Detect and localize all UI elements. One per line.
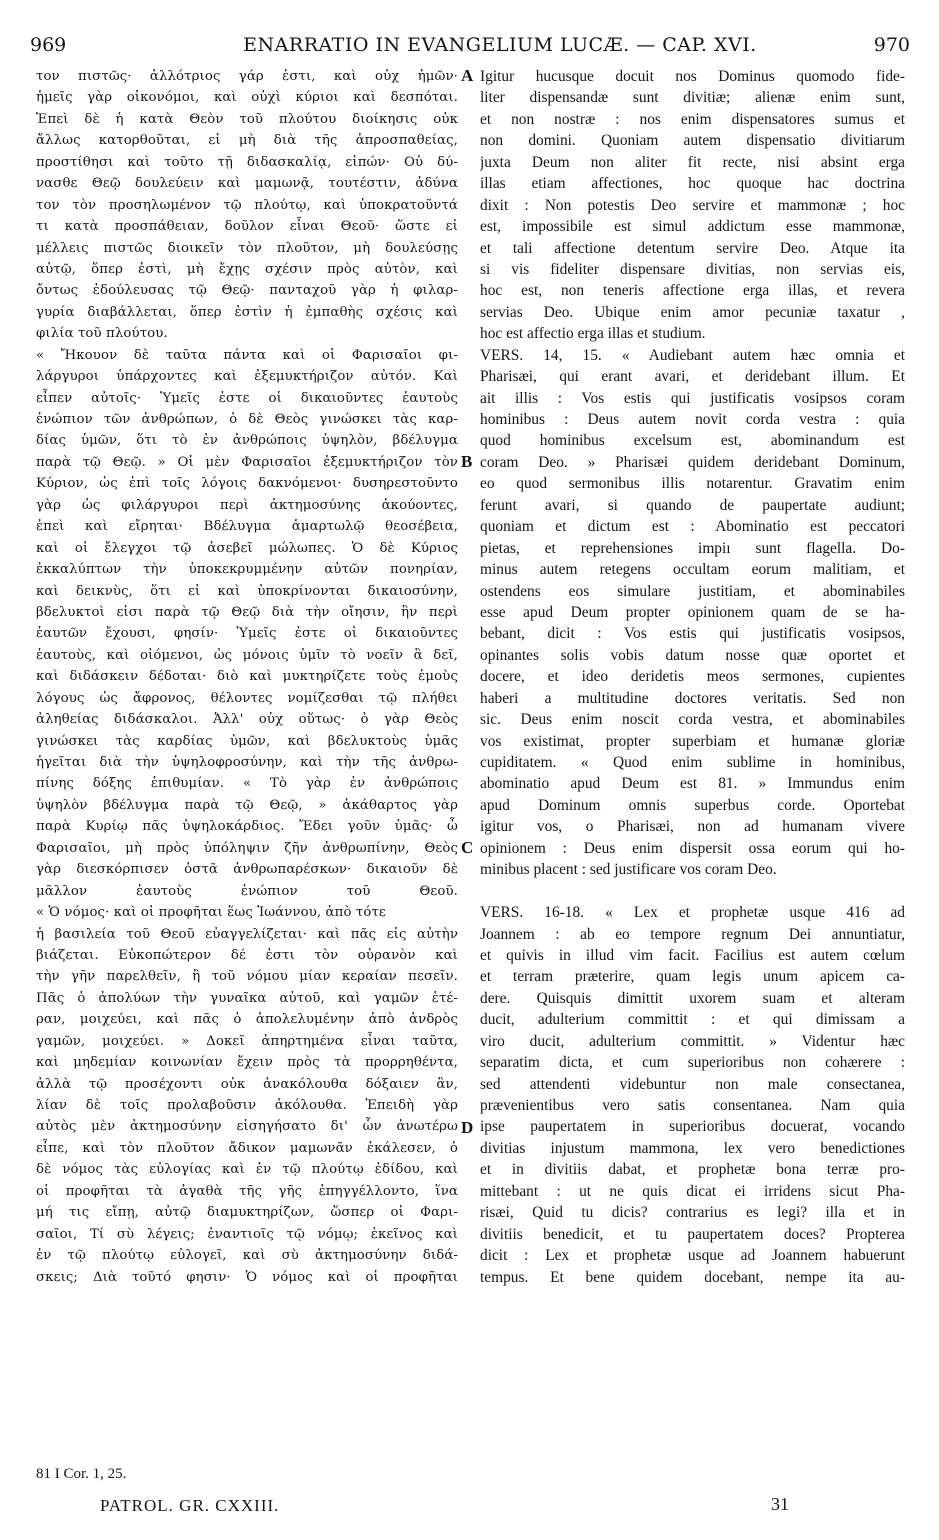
text-line: καὶ οἱ ἔλεγχοι τῷ ἀσεβεῖ μώλωπες. Ὁ δὲ Κύριος xyxy=(36,540,458,556)
latin-text-column xyxy=(480,66,905,1288)
footnote: 81 I Cor. 1, 25. xyxy=(36,1466,127,1482)
left-page-number: 969 xyxy=(30,34,67,56)
text-line: sic. Deus enim noscit corda vestra, et abominabiles xyxy=(480,711,905,729)
text-line: γαμῶν, μοιχεύει. » Δοκεῖ ἀπηρτημένα εἶναι ταῦτα, xyxy=(36,1033,458,1049)
text-line: risæi, Quid tu dicis? contrarius es legi? illa et in xyxy=(480,1204,905,1222)
text-line: νασθε Θεῷ δουλεύειν καὶ μαμωνᾷ, τουτέστιν, ἀδύνα xyxy=(36,176,458,192)
text-line: et in divitiis dabat, et prophetæ bona terræ pro- xyxy=(480,1161,905,1179)
text-line: separatim dicta, et cum superioribus non cohærere : xyxy=(480,1054,905,1072)
text-line: βιάζεται. Εὐκοπώτερον δέ ἐστι τὸν οὐρανὸν καὶ xyxy=(36,947,458,963)
text-line: τι κατὰ προσπάθειαν, δοῦλον εἶναι Θεοῦ· ὥστε εἰ xyxy=(36,219,458,235)
text-line: coram Deo. » Pharisæi quidem deridebant Dominum, xyxy=(480,453,905,471)
text-line: esse apud Deum propter opinionem quam de se ha- xyxy=(480,603,905,621)
text-line: ἐκκαλύπτων τὴν ὑποκεκρυμμένην αὐτῶν πονηρίαν, xyxy=(36,562,458,578)
text-line: quoniam et dictum est : Abominatio est peccatori xyxy=(480,518,905,536)
text-line: Φαρισαῖοι, μὴ πρὸς ὑπόληψιν ζῆν ἀνθρωπίνην, Θεὸς xyxy=(36,840,458,856)
text-line: ἡμεῖς γὰρ οἰκονόμοι, καὶ οὐχὶ κύριοι καὶ δεσπόται. xyxy=(36,90,458,106)
text-line: divitias injustum mammona, lex vero benedictiones xyxy=(480,1139,905,1157)
text-line: ἀληθείας διδάσκαλοι. Ἀλλ' οὐχ οὕτως· ὁ γὰρ Θεὸς xyxy=(36,712,458,728)
text-line: opinionem : Deus enim dispersit ossa eorum qui ho- xyxy=(480,839,905,857)
text-line: cupiditatem. « Quod enim sublime in hominibus, xyxy=(480,754,905,771)
text-line: minibus placent : sed justificare vos coram Deo. xyxy=(480,861,777,879)
text-line: σαῖοι, Τί σὺ λέγεις; ἐναντιοῖς τῷ νόμῳ; ἐκεῖνος καὶ xyxy=(36,1226,458,1242)
text-line: viro ducit, adulterium committit. » Videntur hæc xyxy=(480,1032,905,1050)
text-line: τὴν γῆν παρελθεῖν, ἢ τοῦ νόμου μίαν κεραίαν πεσεῖν. xyxy=(36,969,458,985)
text-line: haberi a multitudine doctores veritatis. Sed non xyxy=(480,689,905,707)
text-line: illas etiam affectiones, hoc quoque hac doctrina xyxy=(480,175,905,193)
text-line: οἱ προφῆται τὰ ἀγαθὰ τῆς γῆς ἐπηγγέλλοντο, ἵνα xyxy=(36,1183,458,1199)
text-line xyxy=(480,881,905,902)
text-line: μᾶλλον ἑαυτοὺς ἐνώπιον τοῦ Θεοῦ. xyxy=(36,883,458,899)
text-line: δὲ νόμος τὰς εὐλογίας καὶ ἐν τῷ πλούτῳ ἐδίδου, καὶ xyxy=(36,1162,458,1178)
series-signature: PATROL. GR. CXXIII. xyxy=(100,1496,280,1515)
text-line: τον πιστῶς· ἀλλότριος γάρ ἐστι, καὶ οὐχ ἡμῶν· xyxy=(36,69,458,84)
margin-letter-a: A xyxy=(461,66,474,85)
text-line: VERS. 16-18. « Lex et prophetæ usque 416 ad xyxy=(480,904,905,922)
text-line: Pharisæi, qui erant avari, et deridebant illum. Et xyxy=(480,368,905,386)
text-line: ὑψηλὸν βδέλυγμα παρὰ τῷ Θεῷ, » ἀκάθαρτος γὰρ xyxy=(36,797,458,813)
text-line: divitiis benedicit, et tu paupertatem doces? Propterea xyxy=(480,1225,905,1243)
text-line: Joannem : ab eo tempore regnum Dei annuntiatur, xyxy=(480,925,905,943)
text-line: hominibus : Deus autem novit corda vestra : quia xyxy=(480,411,905,428)
text-line: ducit, adulterium committit : et qui dimissam a xyxy=(480,1011,905,1029)
text-line: opinantes solis vobis datum nosse quæ oportet et xyxy=(480,646,905,664)
text-line: λίαν δὲ τοῖς προλαβοῦσιν ἀκόλουθα. Ἐπειδὴ γὰρ xyxy=(36,1098,458,1113)
text-line: sed attendenti videbuntur non male consectanea, xyxy=(480,1075,905,1093)
text-line: γὰρ διεσκόρπισεν ὀστᾶ ἀνθρωπαρέσκων· δικαιοῦν δὲ xyxy=(36,862,458,878)
text-line: βδελυκτοὶ εἰσι παρὰ τῷ Θεῷ διὰ τὴν οἴησιν, ἣν περὶ xyxy=(36,604,458,620)
text-line: γυρία διαβάλλεται, ὅπερ ἐστὶν ἡ ἐμπαθὴς σχέσις καὶ xyxy=(36,304,458,320)
text-line: dixit : Non potestis Deo servire et mammonæ ; hoc xyxy=(480,196,905,214)
text-line: et non nostræ : nos enim dispensatores sumus et xyxy=(480,110,905,128)
text-line: λόγους ὡς ἄφρονος, θέλοντες νομίζεσθαι τῷ πλήθει xyxy=(36,690,458,706)
text-line: minus autem retegens occultam eorum malitiam, et xyxy=(480,561,905,579)
text-line: παρὰ Κυρίῳ πᾶς ὑψηλοκάρδιος. Ἔδει γοῦν ὑμᾶς· ὦ xyxy=(36,819,458,835)
right-page-number: 970 xyxy=(873,34,910,56)
text-line: et quivis in illud vim facit. Facilius est autem cœlum xyxy=(480,946,905,964)
text-line: juxta Deum non aliter fit recte, nisi absint erga xyxy=(480,153,905,171)
text-line: μέλλεις πιστῶς διοικεῖν τὸν πλοῦτον, μὴ δουλεύσῃς xyxy=(36,240,458,256)
text-line: ραν, μοιχεύει, καὶ πᾶς ὁ ἀπολελυμένην ἀπὸ ἀνδρὸς xyxy=(36,1012,458,1028)
text-line: ἄλλως κατορθοῦται, εἰ μὴ διὰ τῆς ἀπροσπαθείας, xyxy=(36,133,458,149)
text-line: γὰρ ὡς φιλάργυροι περὶ ἀκτημοσύνης ἀκούοντες, xyxy=(36,497,458,513)
text-line: ἐν τῷ πλούτῳ εὐλογεῖ, καὶ σὺ ἀκτημοσύνην διδά- xyxy=(36,1248,458,1264)
text-line: mittebant : ut ne quis dicat ei irridens sicut Pha- xyxy=(480,1182,905,1200)
text-line: καὶ διδάσκειν δέδοται· διὸ καὶ μυκτηρίζετε τοὺς ἐμοὺς xyxy=(36,669,458,685)
text-line: abominatio apud Deum est 81. » Immundus enim xyxy=(480,775,905,793)
margin-letter-b: B xyxy=(461,452,473,471)
text-line: λάργυροι ὑπάρχοντες καὶ ἐξεμυκτήριζον αὐτόν. Καὶ xyxy=(36,369,458,385)
text-line: Πᾶς ὁ ἀπολύων τὴν γυναῖκα αὐτοῦ, καὶ γαμῶν ἑτέ- xyxy=(36,990,458,1006)
margin-letter-c: C xyxy=(461,838,474,857)
text-line: αὐτὸς μὲν ἀκτημοσύνην εἰσηγήσατο δι' ὧν ἀνωτέρω xyxy=(36,1119,458,1135)
running-title: ENARRATIO IN EVANGELIUM LUCÆ. — CAP. XVI. xyxy=(243,34,757,56)
text-line: ait illis : Vos estis qui justificatis vosipsos coram xyxy=(480,389,905,407)
text-line: ἐπεὶ καὶ εἴρηται· Βδέλυγμα ἁμαρτωλῷ θεοσέβεια, xyxy=(36,519,458,535)
text-line: liter dispensandæ sunt divitiæ; alienæ enim sunt, xyxy=(480,89,905,107)
text-line: tempus. Et bene quidem docebant, nempe ita au- xyxy=(480,1268,905,1286)
text-line: γινώσκει τὰς καρδίας ὑμῶν, καὶ βδελυκτοὺς ὑμᾶς xyxy=(36,733,458,749)
text-line: ἑαυτοὺς, καὶ οἰόμενοι, ὡς μόνοις ὑμῖν τὸ νοεῖν ἃ δεῖ, xyxy=(36,647,458,663)
greek-text-column xyxy=(36,66,458,1288)
text-line: ἡ βασιλεία τοῦ Θεοῦ εὐαγγελίζεται· καὶ πᾶς εἰς αὐτὴν xyxy=(36,926,458,942)
text-line: ἑαυτῶν ἔχουσι, φησίν· Ὑμεῖς ἐστε οἱ δικαιοῦντες xyxy=(36,626,458,642)
text-line: πίνης δόξης ἐπιθυμίαν. « Τὸ γὰρ ἐν ἀνθρώποις xyxy=(36,776,458,792)
text-line: φιλία τοῦ πλούτου. xyxy=(36,326,168,342)
text-line: apud Dominum omnis superbus corde. Oportebat xyxy=(480,796,905,814)
text-line: τον τὸν προσηλωμένον τῷ πλούτῳ, καὶ ὑποκρατοῦντά xyxy=(36,197,458,213)
gathering-number: 31 xyxy=(771,1494,789,1514)
text-line: docere, et ideo deridetis meos sermones, cupientes xyxy=(480,668,905,686)
text-line: ὄντως ἐδούλευσας τῷ Θεῷ· πανταχοῦ γὰρ ἡ φιλαρ- xyxy=(36,283,458,299)
text-line: ipse paupertatem in superioribus docuerat, vocando xyxy=(480,1118,905,1136)
text-line: ἡγεῖται διὰ τὴν ὑψηλοφροσύνην, καὶ τὴν τῆς ἀνθρω- xyxy=(36,755,458,770)
text-line: ostendens eos simulare justitiam, et abominabiles xyxy=(480,582,905,600)
text-line: Κύριον, ὡς ἐπὶ τοῖς λόγοις δακνόμενοι· δυσηρεστοῦντο xyxy=(36,476,458,492)
text-line: ἀλλὰ τῷ προσέχοντι οὐκ ἀνακόλουθα δόξαιεν ἂν, xyxy=(36,1076,458,1092)
text-line: μή τις εἴπῃ, αὐτῷ διαμυκτηρίζων, ὥσπερ οἱ Φαρι- xyxy=(36,1205,458,1221)
text-line: servias Deo. Ubique enim amor pecuniæ taxatur , xyxy=(480,303,905,321)
text-line: σκεις; Διὰ τοῦτό φησιν· Ὁ νόμος καὶ οἱ προφῆται xyxy=(36,1269,458,1285)
text-line: VERS. 14, 15. « Audiebant autem hæc omnia et xyxy=(480,346,905,364)
text-line: et terram præterire, quam legis unum apicem ca- xyxy=(480,968,905,986)
text-line: ἐνώπιον τῶν ἀνθρώπων, ὁ δὲ Θεὸς γινώσκει τὰς καρ- xyxy=(36,412,458,427)
text-line: « Ὁ νόμος· καὶ οἱ προφῆται ἕως Ἰωάννου, ἀπὸ τότε xyxy=(36,905,386,921)
text-line: ferunt avari, si quando de paupertate audiunt; xyxy=(480,496,905,514)
text-line: προστίθησι καὶ τοῦτο τῇ διδασκαλίᾳ, εἰπών· Οὐ δύ- xyxy=(36,154,458,170)
running-header xyxy=(30,34,910,64)
text-line: παρὰ τῷ Θεῷ. » Οἱ μὲν Φαρισαῖοι ἐξεμυκτήριζον τὸν xyxy=(36,454,458,470)
text-line: καὶ μηδεμίαν κοινωνίαν ἔχειν πρὸς τὰ προρρηθέντα, xyxy=(36,1055,458,1071)
text-line: « Ἤκουον δὲ ταῦτα πάντα καὶ οἱ Φαρισαῖοι φι- xyxy=(36,347,458,363)
text-line: eo quod sermonibus illis notarentur. Gravatim enim xyxy=(480,475,905,493)
text-line: quod hominibus excelsum est, abominandum est xyxy=(480,432,905,450)
text-line: καὶ δεικνὺς, ὅτι εἰ καὶ ὑποκρίνονται δικαιοσύνην, xyxy=(36,583,458,599)
text-line: hoc est, non teneris affectione erga illas, et revera xyxy=(480,282,905,300)
text-line: dere. Quisquis dimittit uxorem suam et alteram xyxy=(480,989,905,1007)
text-line: pietas, et reprehensiones impiı sunt flagella. Do- xyxy=(480,539,905,557)
text-line: hoc est affectio erga illas et studium. xyxy=(480,325,706,343)
text-line: si vis fideliter dispensare divitias, non servias eis, xyxy=(480,260,905,278)
text-line: εἶπε, καὶ τὸν πλοῦτον ἄδικον μαμωνᾶν ἐκάλεσεν, ὁ xyxy=(36,1140,458,1156)
text-line: bebant, dicit : Vos estis qui justificatis vosipsos, xyxy=(480,625,905,643)
text-line: prævenientibus vero satis consentanea. Nam quia xyxy=(480,1097,905,1114)
text-line: εἶπεν αὐτοῖς· Ὑμεῖς ἐστε οἱ δικαιοῦντες ἑαυτοὺς xyxy=(36,390,458,406)
text-line: Ἐπεὶ δὲ ἡ κατὰ Θεὸν τοῦ πλούτου διοίκησις οὐκ xyxy=(36,111,458,127)
text-line: Igitur hucusque docuit nos Dominus quomodo fide- xyxy=(480,68,905,85)
text-line: est, impossibile est simul addictum esse mammonæ, xyxy=(480,218,905,236)
text-line: vos existimat, propter superbiam et humanæ gloriæ xyxy=(480,732,905,750)
text-line: non domini. Quoniam autem dispensatio divitiarum xyxy=(480,132,905,150)
text-line: δίας ὑμῶν, ὅτι τὸ ἐν ἀνθρώποις ὑψηλὸν, βδέλυγμα xyxy=(36,433,458,449)
text-line: dicit : Lex et prophetæ usque ad Joannem habuerunt xyxy=(480,1247,905,1265)
text-line: igitur vos, o Pharisæi, non ad humanam vivere xyxy=(480,818,905,836)
text-line: et tali affectione detentum servire Deo. Atque ita xyxy=(480,239,905,257)
text-line: αὐτῷ, ὅπερ ἐστὶ, μὴ ἔχῃς σχέσιν πρὸς αὐτὸν, καὶ xyxy=(36,261,458,277)
margin-letter-d: D xyxy=(461,1118,474,1137)
